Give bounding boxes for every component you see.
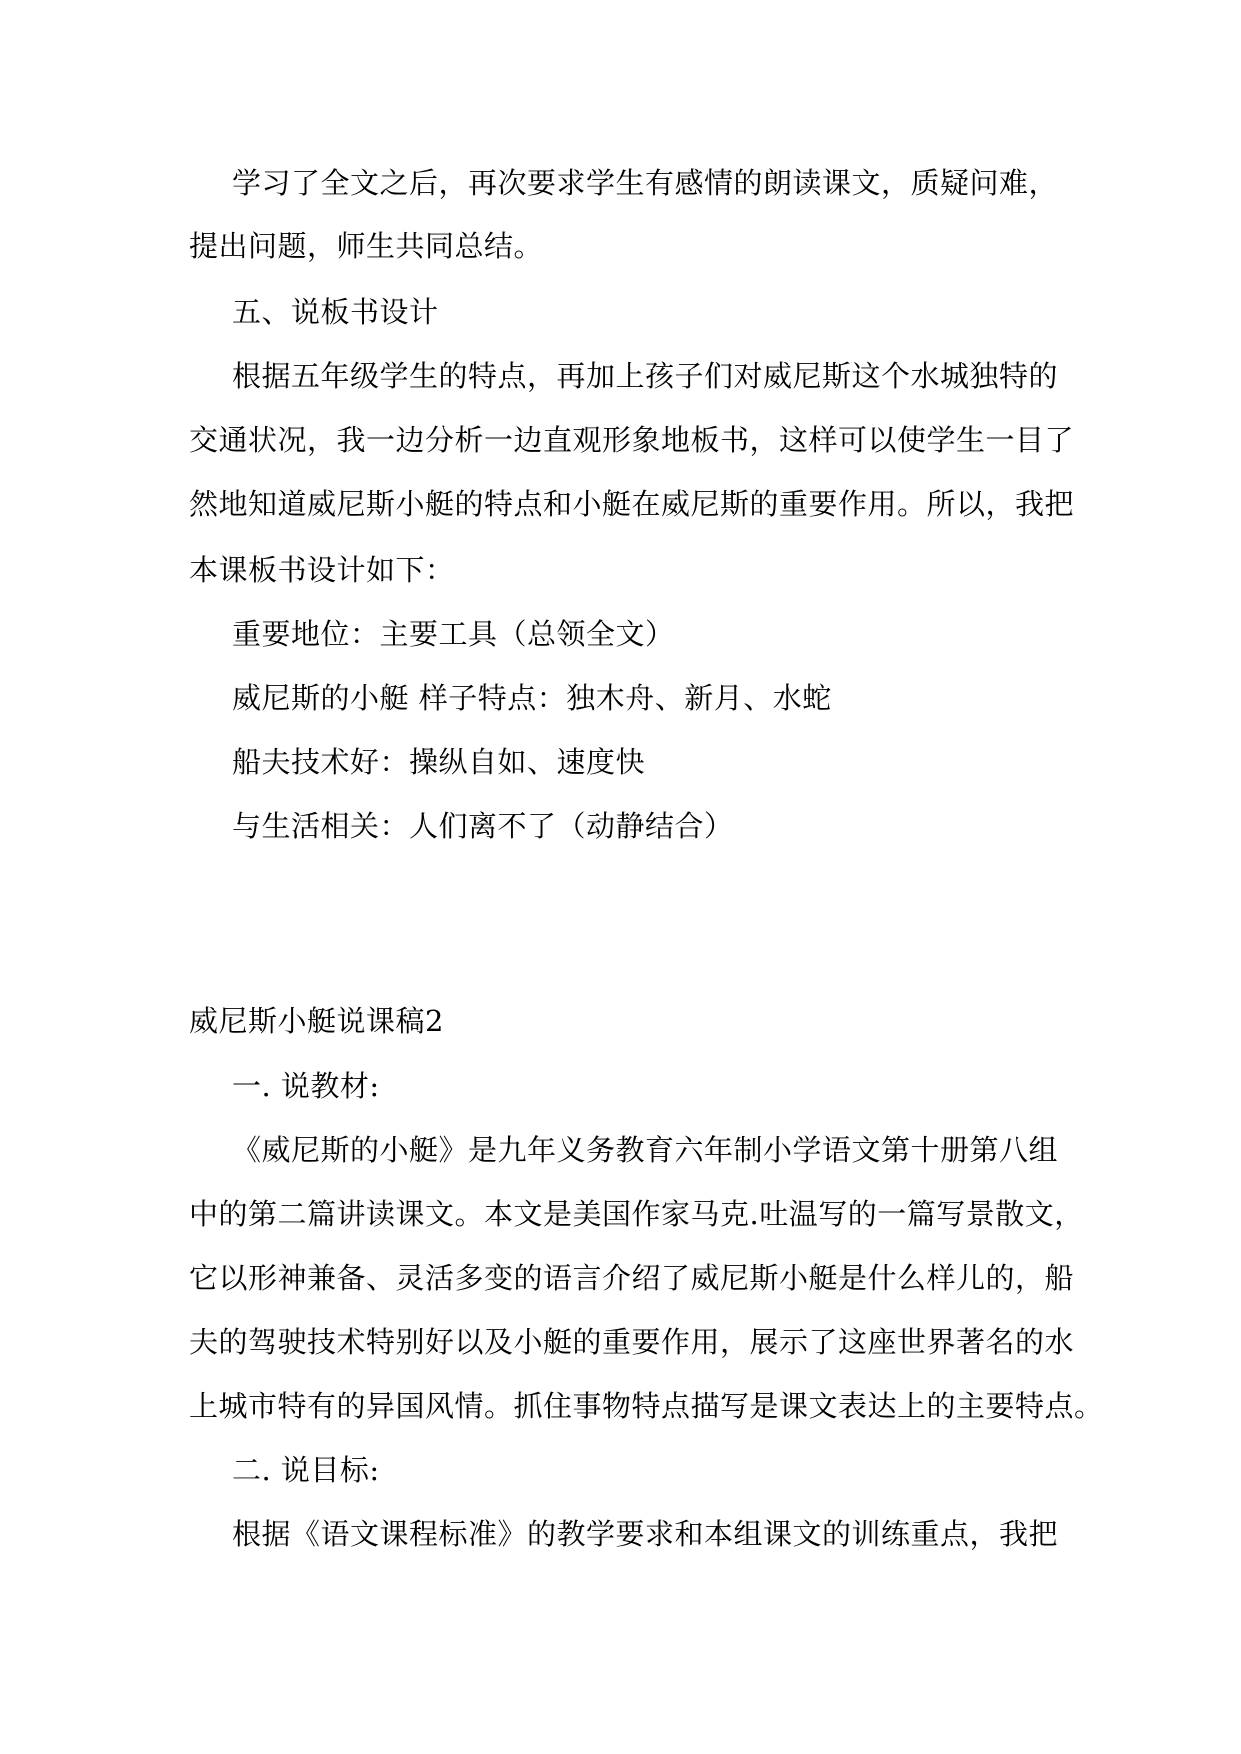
paragraph-summary-line-1: 学习了全文之后，再次要求学生有感情的朗读课文，质疑问难， <box>232 166 1059 200</box>
board-item-3: 船夫技术好：操纵自如、速度快 <box>232 745 646 779</box>
paragraph-material-line-5: 上城市特有的异国风情。抓住事物特点描写是课文表达上的主要特点。 <box>189 1389 1104 1423</box>
board-item-1: 重要地位：主要工具（总领全文） <box>232 617 675 651</box>
paragraph-board-line-3: 然地知道威尼斯小艇的特点和小艇在威尼斯的重要作用。所以，我把 <box>189 487 1075 521</box>
heading-board-design: 五、说板书设计 <box>232 295 439 329</box>
paragraph-material-line-3: 它以形神兼备、灵活多变的语言介绍了威尼斯小艇是什么样儿的，船 <box>189 1261 1075 1295</box>
paragraph-material-line-2: 中的第二篇讲读课文。本文是美国作家马克.吐温写的一篇写景散文， <box>189 1197 1084 1231</box>
paragraph-material-line-1: 《威尼斯的小艇》是九年义务教育六年制小学语文第十册第八组 <box>232 1133 1059 1167</box>
paragraph-material-line-4: 夫的驾驶技术特别好以及小艇的重要作用，展示了这座世界著名的水 <box>189 1325 1075 1359</box>
paragraph-board-line-4: 本课板书设计如下： <box>189 553 455 587</box>
heading-goal: 二. 说目标: <box>232 1453 380 1487</box>
paragraph-board-line-2: 交通状况，我一边分析一边直观形象地板书，这样可以使学生一目了 <box>189 423 1075 457</box>
section-title: 威尼斯小艇说课稿2 <box>189 1004 444 1038</box>
paragraph-goal-line-1: 根据《语文课程标准》的教学要求和本组课文的训练重点，我把 <box>232 1517 1059 1551</box>
heading-material: 一. 说教材: <box>232 1069 380 1103</box>
board-item-2: 威尼斯的小艇 样子特点：独木舟、新月、水蛇 <box>232 681 832 715</box>
paragraph-summary-line-2: 提出问题，师生共同总结。 <box>189 229 544 263</box>
paragraph-board-line-1: 根据五年级学生的特点，再加上孩子们对威尼斯这个水城独特的 <box>232 359 1059 393</box>
board-item-4: 与生活相关：人们离不了（动静结合） <box>232 809 734 843</box>
